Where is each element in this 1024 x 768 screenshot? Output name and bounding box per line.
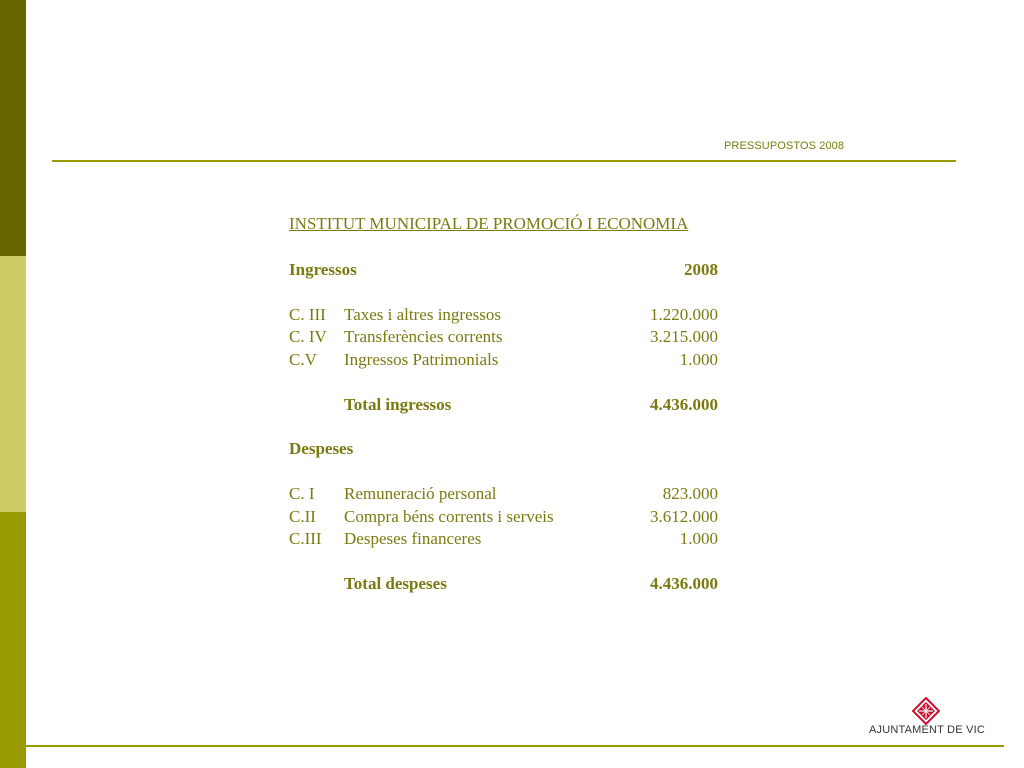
- left-stripe-dark: [0, 0, 26, 256]
- income-row-label: Ingressos Patrimonials: [344, 350, 499, 369]
- expense-row-label: Remuneració personal: [344, 484, 497, 503]
- expense-row-code: C. I: [289, 484, 315, 503]
- expense-row: [289, 528, 718, 550]
- expense-row: [289, 483, 718, 505]
- header-title: PRESSUPOSTOS 2008: [724, 140, 845, 152]
- ajuntament-emblem-icon: [912, 697, 940, 725]
- expense-row-label: Despeses financeres: [344, 529, 482, 548]
- expense-row-label: Compra béns corrents i serveis: [344, 507, 554, 526]
- document-title: INSTITUT MUNICIPAL DE PROMOCIÓ I ECONOMIA: [289, 214, 689, 233]
- income-total-label: Total ingressos: [344, 395, 452, 414]
- income-heading: Ingressos: [289, 260, 357, 279]
- income-total-row: [289, 394, 718, 416]
- expense-row-amount: 823.000: [662, 484, 718, 503]
- expenses-heading: Despeses: [289, 439, 354, 458]
- income-row-amount: 1.000: [679, 350, 718, 369]
- ajuntament-logo: [862, 697, 992, 741]
- income-year: 2008: [684, 260, 718, 279]
- income-row: [289, 326, 718, 348]
- income-row-label: Taxes i altres ingressos: [344, 305, 501, 324]
- expense-row-amount: 3.612.000: [650, 507, 718, 526]
- left-stripe-mid: [0, 512, 26, 768]
- expenses-total-row: [289, 573, 718, 595]
- income-row: [289, 349, 718, 371]
- income-row-code: C. III: [289, 305, 326, 324]
- expenses-total-label: Total despeses: [344, 574, 447, 593]
- income-total-amount: 4.436.000: [650, 395, 718, 414]
- footer-divider: [26, 745, 1004, 747]
- header-divider: [52, 160, 956, 162]
- income-row: [289, 304, 718, 326]
- income-heading-row: [289, 259, 718, 281]
- income-row-code: C.V: [289, 350, 317, 369]
- expense-row-code: C.III: [289, 529, 322, 548]
- expense-row: [289, 506, 718, 528]
- income-row-label: Transferències corrents: [344, 327, 503, 346]
- left-stripe-light: [0, 256, 26, 512]
- expense-row-code: C.II: [289, 507, 316, 526]
- income-row-code: C. IV: [289, 327, 327, 346]
- expenses-heading-row: [289, 438, 718, 460]
- expense-row-amount: 1.000: [679, 529, 718, 548]
- income-row-amount: 1.220.000: [650, 305, 718, 324]
- logo-text: AJUNTAMENT DE VIC: [868, 724, 986, 736]
- income-row-amount: 3.215.000: [650, 327, 718, 346]
- expenses-total-amount: 4.436.000: [650, 574, 718, 593]
